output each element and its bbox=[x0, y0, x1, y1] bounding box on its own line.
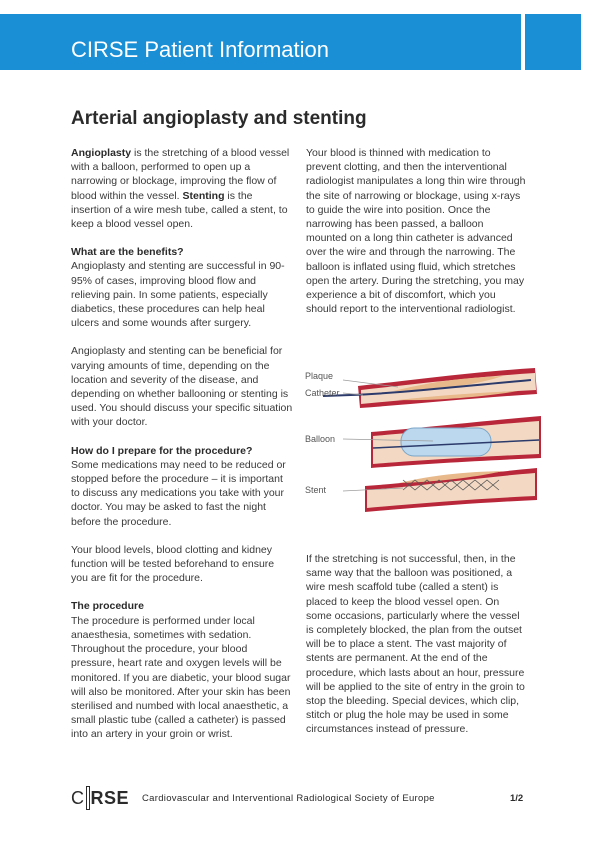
intro-text-1: is the stretching of a blood vessel with a balloon, performed to open up a narrowing or blockage, improving the flow of blood within the vessel. bbox=[71, 147, 290, 202]
logo-rse: RSE bbox=[90, 788, 130, 808]
logo-i-bar bbox=[86, 786, 90, 810]
right-column-bottom bbox=[306, 552, 526, 737]
stent-panel bbox=[365, 468, 537, 512]
prepare-paragraph-2: Your blood levels, blood clotting and kidney function will be tested beforehand to ensure you are fit for the procedure. bbox=[71, 543, 275, 585]
page-title: Arterial angioplasty and stenting bbox=[71, 108, 367, 129]
prepare-heading: How do I prepare for the procedure? bbox=[71, 444, 253, 457]
plaque-panel bbox=[323, 368, 537, 408]
term-stenting: Stenting bbox=[182, 189, 225, 202]
cirse-logo bbox=[71, 786, 129, 810]
header-accent-block bbox=[525, 14, 581, 70]
logo-c: C bbox=[71, 788, 85, 808]
angioplasty-illustration bbox=[303, 360, 543, 530]
intro-text-2: is the insertion of a wire mesh tube, called a stent, to keep a blood vessel open. bbox=[71, 189, 288, 231]
intro-paragraph bbox=[71, 146, 293, 231]
procedure-heading: The procedure bbox=[71, 600, 144, 613]
footer-org-name: Cardiovascular and Interventional Radiological Society of Europe bbox=[142, 793, 435, 804]
page-number: 1/2 bbox=[510, 793, 524, 804]
term-angioplasty: Angioplasty bbox=[71, 147, 132, 159]
right-paragraph-1: Your blood is thinned with medication to prevent clotting, and then the interventional radiologist manipulates a long thin wire through the site of narrowing or blockage, using x-rays to guide the wire into position. Once the narrowing has been passed, a balloon mounted on a long thin catheter is advanced over the wire and through the narrowing. The balloon is inflated using fluid, which stretches open the artery. During the stretching, you may experience a bit of discomfort, which you should report to the interventional radiologist. bbox=[306, 147, 526, 316]
benefits-paragraph-1: Angioplasty and stenting are successful in 90-95% of cases, improving blood flow and relieving pain. In some patients, especially diabetics, these procedures can help heal ulcers and some wounds after surgery. bbox=[71, 260, 285, 330]
label-plaque: Plaque bbox=[305, 371, 334, 381]
header-title: CIRSE Patient Information bbox=[71, 37, 330, 62]
label-stent: Stent bbox=[305, 485, 327, 495]
procedure-paragraph: The procedure is performed under local anaesthesia, sometimes with sedation. Throughout the procedure, your blood pressure, heart rate and oxygen levels will be monitored. If you are diabetic, your blood sugar will also be monitored. After your skin has been sterilised and numbed with local anaesthetic, a small plastic tube (called a catheter) is passed into an artery in your groin or wrist. bbox=[71, 614, 291, 741]
right-paragraph-2: If the stretching is not successful, then, in the same way that the balloon was positioned, a wire mesh scaffold tube (called a stent) is placed to keep the blood vessel open. On some occasions, particularly where the vessel is completely blocked, the plan from the outset will be to place a stent. The vast majority of stents are permanent. At the end of the procedure, which lasts about an hour, pressure will be applied to the site of entry in the groin to stop the bleeding. Special devices, which clip, stitch or plug the hole may be used in some circumstances instead of pressure. bbox=[306, 553, 525, 736]
left-column bbox=[71, 146, 293, 742]
label-balloon: Balloon bbox=[305, 434, 336, 444]
balloon-panel bbox=[371, 416, 541, 468]
prepare-paragraph-1: Some medications may need to be reduced or stopped before the procedure – it is important to discuss any medications you take with your doctor. You may be asked to fast the night before the procedure. bbox=[71, 458, 286, 528]
benefits-heading: What are the benefits? bbox=[71, 246, 184, 259]
right-column-top bbox=[306, 146, 526, 316]
label-catheter: Catheter bbox=[305, 388, 340, 398]
benefits-paragraph-2: Angioplasty and stenting can be beneficial for varying amounts of time, depending on the location and severity of the disease, and depending on whether ballooning or stenting is used. You should discuss your specific situation with your doctor. bbox=[71, 345, 293, 429]
